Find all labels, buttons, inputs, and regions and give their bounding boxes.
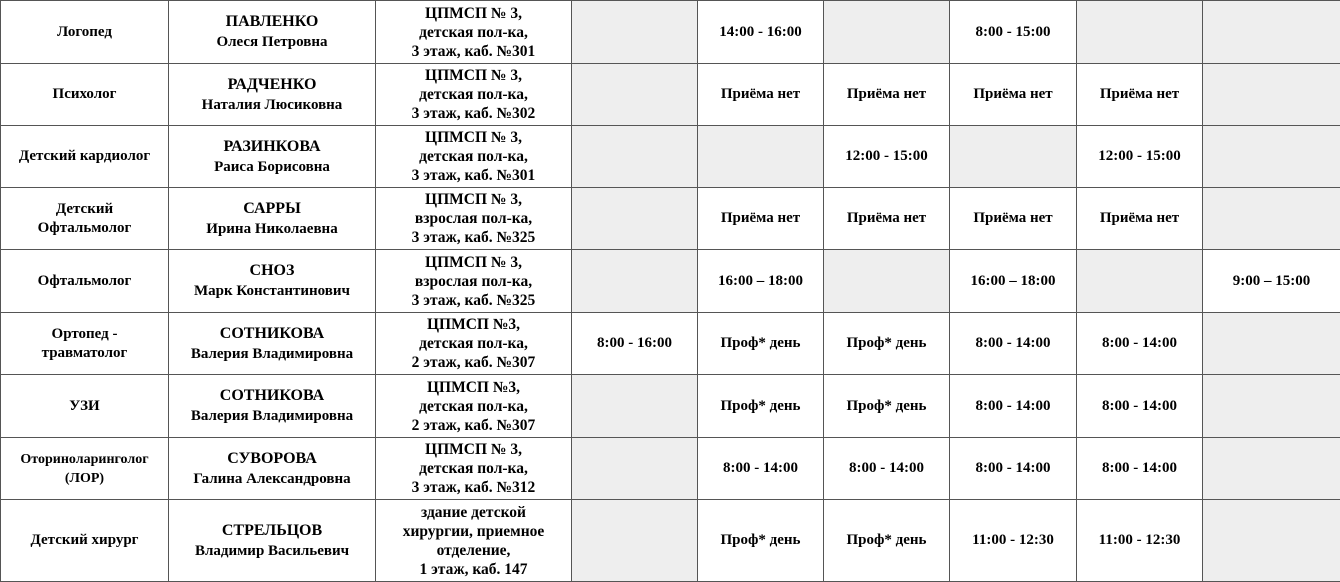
table-row	[1, 126, 1340, 188]
day-cell-4: 8:00 - 14:00	[950, 438, 1077, 500]
doctor-cell	[169, 500, 376, 582]
specialty-cell: Офтальмолог	[1, 250, 169, 313]
day-cell-1	[572, 438, 698, 500]
location-line: ЦПМСП № 3,	[425, 441, 522, 458]
day-cell-6	[1203, 438, 1340, 500]
day-cell-4: 8:00 - 14:00	[950, 375, 1077, 438]
location-cell	[376, 375, 572, 438]
day-cell-2: Приёма нет	[698, 64, 824, 126]
day-cell-5: 12:00 - 15:00	[1077, 126, 1203, 188]
day-cell-3	[824, 1, 950, 64]
day-cell-1	[572, 64, 698, 126]
day-cell-1: 8:00 - 16:00	[572, 313, 698, 375]
location-line: 1 этаж, каб. 147	[419, 560, 528, 578]
table-row	[1, 438, 1340, 500]
day-cell-6: 9:00 – 15:00	[1203, 250, 1340, 313]
day-cell-3: Проф* день	[824, 500, 950, 582]
doctor-given-names: Валерия Владимировна	[190, 408, 354, 424]
doctor-cell	[169, 375, 376, 438]
doctor-cell	[169, 250, 376, 313]
specialty-cell: Детский Офтальмолог	[1, 188, 169, 250]
day-cell-3: Приёма нет	[824, 188, 950, 250]
location-line: детская пол-ка,	[419, 397, 528, 415]
location-line: ЦПМСП №3,	[426, 378, 521, 396]
day-cell-4	[950, 126, 1077, 188]
day-cell-2: 8:00 - 14:00	[698, 438, 824, 500]
location-line: отделение,	[436, 541, 511, 559]
doctor-surname: СТРЕЛЬЦОВ	[221, 521, 323, 539]
location-cell	[376, 250, 572, 313]
location-line: 3 этаж, каб. №325	[411, 291, 536, 309]
doctor-surname: СОТНИКОВА	[219, 387, 325, 404]
day-cell-2: Проф* день	[698, 375, 824, 438]
day-cell-1	[572, 375, 698, 438]
day-cell-2: Приёма нет	[698, 188, 824, 250]
table-row	[1, 375, 1340, 438]
specialty-cell: Логопед	[1, 1, 169, 64]
table-row	[1, 188, 1340, 250]
location-line: здание детской	[421, 503, 526, 521]
doctor-given-names: Владимир Васильевич	[194, 542, 350, 559]
doctor-cell	[169, 188, 376, 250]
specialty-cell: Детский кардиолог	[1, 126, 169, 188]
day-cell-6	[1203, 500, 1340, 582]
day-cell-4: Приёма нет	[950, 64, 1077, 126]
location-line: детская пол-ка,	[419, 335, 528, 352]
day-cell-6	[1203, 375, 1340, 438]
day-cell-3	[824, 250, 950, 313]
day-cell-4: Приёма нет	[950, 188, 1077, 250]
doctor-given-names: Валерия Владимировна	[190, 345, 354, 362]
location-cell	[376, 126, 572, 188]
doctor-surname: РАЗИНКОВА	[223, 137, 321, 155]
table-row	[1, 313, 1340, 375]
location-cell	[376, 313, 572, 375]
location-line: ЦПМСП № 3,	[425, 191, 522, 208]
doctor-given-names: Наталия Люсиковна	[201, 96, 343, 113]
day-cell-3: 12:00 - 15:00	[824, 126, 950, 188]
location-line: ЦПМСП №3,	[426, 316, 521, 333]
doctor-surname: САРРЫ	[243, 199, 301, 217]
location-line: хирургии, приемное	[402, 522, 545, 540]
day-cell-2: 16:00 – 18:00	[698, 250, 824, 313]
doctor-surname: СОТНИКОВА	[219, 324, 325, 342]
table-row	[1, 500, 1340, 582]
doctor-cell	[169, 64, 376, 126]
doctor-given-names: Раиса Борисовна	[214, 158, 330, 175]
day-cell-5: Приёма нет	[1077, 188, 1203, 250]
day-cell-6	[1203, 313, 1340, 375]
doctor-given-names: Галина Александровна	[193, 470, 351, 487]
doctor-cell	[169, 1, 376, 64]
location-line: взрослая пол-ка,	[414, 210, 533, 227]
day-cell-3: Проф* день	[824, 375, 950, 438]
location-line: 2 этаж, каб. №307	[411, 354, 536, 371]
day-cell-6	[1203, 188, 1340, 250]
location-line: детская пол-ка,	[419, 460, 528, 477]
day-cell-4: 11:00 - 12:30	[950, 500, 1077, 582]
doctor-surname: РАДЧЕНКО	[227, 75, 317, 93]
day-cell-6	[1203, 126, 1340, 188]
day-cell-4: 8:00 - 15:00	[950, 1, 1077, 64]
day-cell-1	[572, 250, 698, 313]
day-cell-4: 8:00 - 14:00	[950, 313, 1077, 375]
specialty-cell: Детский хирург	[1, 500, 169, 582]
day-cell-6	[1203, 64, 1340, 126]
table-row	[1, 64, 1340, 126]
location-cell	[376, 64, 572, 126]
location-line: детская пол-ка,	[419, 23, 528, 41]
doctor-given-names: Марк Константинович	[194, 283, 350, 299]
day-cell-5: 8:00 - 14:00	[1077, 375, 1203, 438]
specialty-cell: Ортопед - травматолог	[1, 313, 169, 375]
location-line: 3 этаж, каб. №312	[411, 479, 536, 496]
doctor-given-names: Олеся Петровна	[216, 34, 328, 50]
specialty-cell: Психолог	[1, 64, 169, 126]
day-cell-5: Приёма нет	[1077, 64, 1203, 126]
day-cell-5: 8:00 - 14:00	[1077, 438, 1203, 500]
location-line: 2 этаж, каб. №307	[411, 416, 536, 434]
day-cell-2: 14:00 - 16:00	[698, 1, 824, 64]
day-cell-1	[572, 188, 698, 250]
day-cell-2	[698, 126, 824, 188]
day-cell-2: Проф* день	[698, 500, 824, 582]
doctor-cell	[169, 313, 376, 375]
location-line: детская пол-ка,	[419, 148, 528, 165]
location-cell	[376, 188, 572, 250]
specialty-cell: УЗИ	[1, 375, 169, 438]
day-cell-6	[1203, 1, 1340, 64]
location-line: взрослая пол-ка,	[414, 272, 533, 290]
day-cell-5: 8:00 - 14:00	[1077, 313, 1203, 375]
location-line: ЦПМСП № 3,	[425, 67, 522, 84]
location-cell	[376, 438, 572, 500]
doctor-surname: ПАВЛЕНКО	[225, 13, 319, 30]
doctor-surname: СНОЗ	[249, 262, 295, 279]
location-cell	[376, 1, 572, 64]
doctor-given-names: Ирина Николаевна	[206, 220, 338, 237]
day-cell-3: 8:00 - 14:00	[824, 438, 950, 500]
day-cell-5: 11:00 - 12:30	[1077, 500, 1203, 582]
location-line: ЦПМСП № 3,	[425, 4, 522, 22]
location-cell	[376, 500, 572, 582]
location-line: детская пол-ка,	[419, 86, 528, 103]
day-cell-1	[572, 500, 698, 582]
location-line: 3 этаж, каб. №325	[411, 229, 536, 246]
day-cell-1	[572, 1, 698, 64]
day-cell-1	[572, 126, 698, 188]
day-cell-5	[1077, 250, 1203, 313]
location-line: 3 этаж, каб. №301	[411, 167, 536, 184]
doctor-cell	[169, 126, 376, 188]
doctor-surname: СУВОРОВА	[227, 449, 317, 467]
location-line: 3 этаж, каб. №301	[411, 42, 536, 60]
day-cell-2: Проф* день	[698, 313, 824, 375]
table-row	[1, 1, 1340, 64]
location-line: 3 этаж, каб. №302	[411, 105, 536, 122]
day-cell-3: Приёма нет	[824, 64, 950, 126]
doctor-cell	[169, 438, 376, 500]
specialty-cell: Оториноларинголог (ЛОР)	[1, 438, 169, 500]
location-line: ЦПМСП № 3,	[425, 253, 522, 271]
day-cell-5	[1077, 1, 1203, 64]
schedule-body	[1, 1, 1340, 582]
table-row	[1, 250, 1340, 313]
day-cell-4: 16:00 – 18:00	[950, 250, 1077, 313]
location-line: ЦПМСП № 3,	[425, 129, 522, 146]
day-cell-3: Проф* день	[824, 313, 950, 375]
